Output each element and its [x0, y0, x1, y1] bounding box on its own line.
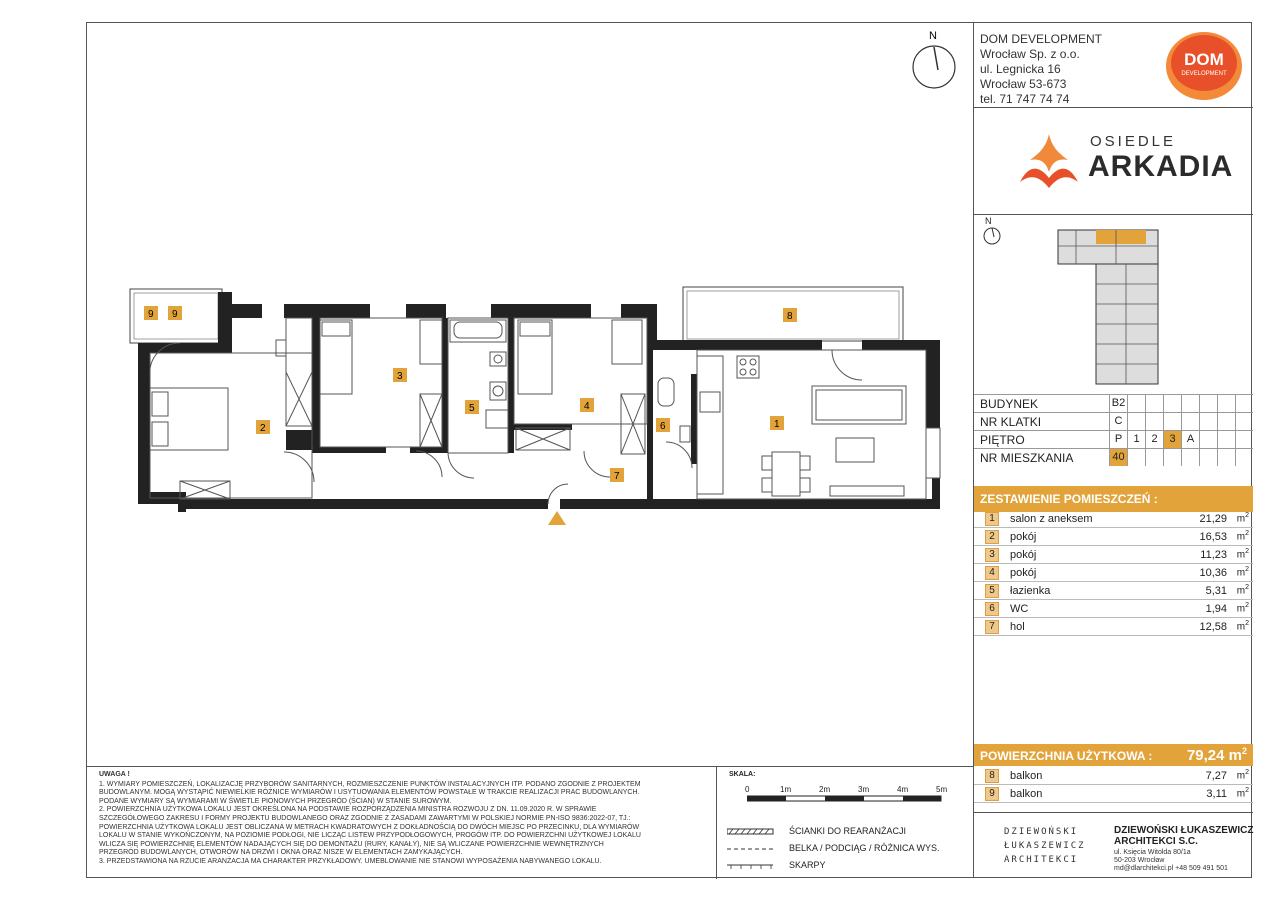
- pietro-option: 1: [1127, 431, 1145, 448]
- room-num: 4: [985, 566, 999, 580]
- legend-item: BELKA / PODCIĄG / RÓŻNICA WYS.: [789, 843, 940, 853]
- empty-cell: [1163, 413, 1181, 430]
- keyplan-compass-icon: [982, 226, 1002, 246]
- room-num: 3: [985, 548, 999, 562]
- info-row-mieszkanie: [974, 448, 1253, 466]
- balcony-unit: [1237, 787, 1249, 799]
- plan-label-9a: 9: [148, 309, 154, 320]
- floor-plan-drawing: [86, 22, 973, 766]
- budynek-value: B2: [1109, 395, 1127, 412]
- room-row: [974, 546, 1253, 564]
- unit-sup: 2: [1245, 566, 1249, 573]
- empty-cell: [1181, 449, 1199, 466]
- balcony-num: 8: [985, 769, 999, 783]
- room-row: [974, 582, 1253, 600]
- empty-cell: [1145, 395, 1163, 412]
- pietro-option: P: [1109, 431, 1127, 448]
- developer-line: Wrocław Sp. z o.o.: [980, 47, 1080, 61]
- balcony-unit: [1237, 769, 1249, 781]
- rooms-title: ZESTAWIENIE POMIESZCZEŃ :: [974, 486, 1253, 512]
- empty-cell: [1127, 449, 1145, 466]
- empty-cell: [1181, 413, 1199, 430]
- room-area: 21,29: [1199, 513, 1227, 525]
- room-name: hol: [1010, 621, 1025, 633]
- total-area: [974, 744, 1253, 766]
- architect-name-line: DZIEWOŃSKI ŁUKASZEWICZ: [1114, 825, 1254, 836]
- unit-text: m: [1236, 585, 1246, 597]
- developer-line: ul. Legnicka 16: [980, 62, 1061, 76]
- pietro-option: 2: [1145, 431, 1163, 448]
- balcony-area: 7,27: [1205, 770, 1227, 782]
- developer-line: tel. 71 747 74 74: [980, 92, 1070, 106]
- room-unit: [1237, 566, 1249, 578]
- room-unit: [1237, 530, 1249, 542]
- empty-cell: [1145, 413, 1163, 430]
- unit-sup: 2: [1245, 512, 1249, 519]
- room-unit: [1237, 584, 1249, 596]
- dom-logo-text: DOM: [1184, 50, 1224, 69]
- unit-sup: 2: [1245, 548, 1249, 555]
- architect-address: [1114, 849, 1228, 873]
- empty-cell: [1217, 395, 1235, 412]
- total-unit-sup: 2: [1241, 746, 1247, 756]
- unit-sup: 2: [1245, 584, 1249, 591]
- klatka-label: NR KLATKI: [980, 415, 1042, 429]
- unit-sup: 2: [1245, 602, 1249, 609]
- empty-cell: [1235, 413, 1253, 430]
- plan-label-2: 2: [260, 423, 266, 434]
- empty-cell: [1199, 395, 1217, 412]
- total-value: 79,24 m: [1186, 747, 1242, 764]
- balcony-name: balkon: [1010, 770, 1043, 782]
- empty-cell: [1199, 413, 1217, 430]
- scale-tick: 2m: [819, 785, 831, 794]
- compass-letter: N: [929, 30, 937, 42]
- scale-tick: 3m: [858, 785, 870, 794]
- room-unit: [1237, 512, 1249, 524]
- architect-block: [974, 812, 1253, 878]
- unit-sup: 2: [1245, 769, 1249, 776]
- estate-mark-icon: [1014, 132, 1084, 190]
- balcony-row: [974, 767, 1253, 785]
- empty-cell: [1145, 449, 1163, 466]
- architect-logo-line: DZIEWOŃSKI: [1004, 827, 1079, 837]
- scale-bar: [747, 795, 947, 803]
- note-line: BUDOWLANYM. MOGĄ WYSTĄPIĆ NIEWIELKIE RÓŻNICE WYMIARÓW I USYTUOWANIA ELEMENTÓW POWSTAŁE W TRAKCIE REALIZACJI PRAC BUDOWLANYCH.: [99, 789, 640, 797]
- unit-text: m: [1236, 788, 1246, 800]
- empty-cell: [1235, 431, 1253, 448]
- unit-text: m: [1236, 567, 1246, 579]
- room-num: 5: [985, 584, 999, 598]
- scale-tick: 5m: [936, 785, 948, 794]
- unit-text: m: [1236, 603, 1246, 615]
- plan-label-5: 5: [469, 403, 475, 414]
- pietro-option-selected: 3: [1163, 431, 1181, 448]
- plan-label-6: 6: [660, 421, 666, 432]
- total-value-wrap: [1187, 746, 1247, 764]
- unit-text: m: [1236, 531, 1246, 543]
- empty-cell: [1235, 395, 1253, 412]
- architect-logo: [1004, 825, 1086, 867]
- dom-logo-subtext: DEVELOPMENT: [1181, 71, 1227, 77]
- room-labels: [144, 306, 797, 482]
- empty-cell: [1163, 449, 1181, 466]
- budynek-label: BUDYNEK: [980, 397, 1039, 411]
- pietro-option: A: [1181, 431, 1199, 448]
- estate-big-text: ARKADIA: [1088, 150, 1234, 183]
- plan-label-7: 7: [614, 471, 620, 482]
- plan-label-1: 1: [774, 419, 780, 430]
- north-compass-icon: [913, 30, 955, 88]
- unit-text: m: [1236, 621, 1246, 633]
- total-label: POWIERZCHNIA UŻYTKOWA :: [980, 749, 1153, 763]
- key-plan: [974, 216, 1253, 392]
- room-row: [974, 510, 1253, 528]
- room-name: pokój: [1010, 549, 1037, 561]
- scale-tick: 0: [745, 785, 750, 794]
- developer-line: DOM DEVELOPMENT: [980, 32, 1103, 46]
- legend-item: ŚCIANKI DO REARANŻACJI: [789, 826, 907, 836]
- unit-sup: 2: [1245, 620, 1249, 627]
- room-num: 1: [985, 512, 999, 526]
- unit-text: m: [1236, 770, 1246, 782]
- note-line: 1. WYMIARY POMIESZCZEŃ, LOKALIZACJĘ PRZYBORÓW SANITARNYCH, ROZMIESZCZENIE PUNKTÓW INSTALACYJNYCH ITP. PODANO ZGODNIE Z PROJEKTEM: [99, 780, 641, 788]
- note-line: 2. POWIERZCHNIA UŻYTKOWA LOKALU JEST OKREŚLONA NA PODSTAWIE ROZPORZĄDZENIA MINISTRA ROZWOJU Z DN. 11.09.2020 R. W SPRAWIE: [99, 806, 597, 814]
- info-row-pietro: [974, 430, 1253, 448]
- plan-label-4: 4: [584, 401, 590, 412]
- room-unit: [1237, 620, 1249, 632]
- room-num: 7: [985, 620, 999, 634]
- balcony-num: 9: [985, 787, 999, 801]
- floor-plan: [86, 22, 973, 766]
- estate-small-text: OSIEDLE: [1090, 133, 1177, 150]
- plan-label-3: 3: [397, 371, 403, 382]
- room-area: 12,58: [1199, 621, 1227, 633]
- room-name: salon z aneksem: [1010, 513, 1093, 525]
- scale-tick: 1m: [780, 785, 792, 794]
- balcony-area: 3,11: [1206, 788, 1227, 800]
- developer-info: [980, 32, 1102, 107]
- note-line: 3. PRZEDSTAWIONA NA RZUCIE ARANŻACJA MA CHARAKTER PRZYKŁADOWY. UMEBLOWANIE NIE STANOWI WYPOSAŻENIA NABYWANEGO LOKALU.: [99, 857, 602, 865]
- mieszkanie-label: NR MIESZKANIA: [980, 451, 1074, 465]
- room-unit: [1237, 602, 1249, 614]
- note-line: WLICZA SIĘ POWIERZCHNIĘ ELEMENTÓW NADAJĄCYCH SIĘ DO DEMONTAŻU (RURY, KANAŁY), NIE SĄ WLICZANE POWIERZCHNIE WEWNĘTRZNYCH: [99, 840, 604, 848]
- room-area: 10,36: [1199, 567, 1227, 579]
- unit-text: m: [1236, 513, 1246, 525]
- entrance-marker: [548, 511, 566, 525]
- empty-cell: [1199, 449, 1217, 466]
- estate-logo: [1014, 130, 1234, 190]
- room-name: pokój: [1010, 531, 1037, 543]
- scale-title: SKALA:: [729, 771, 756, 778]
- notes-area: [86, 766, 973, 878]
- developer-line: Wrocław 53-673: [980, 77, 1067, 91]
- room-area: 1,94: [1205, 603, 1227, 615]
- note-line: PODANE WYMIARY SĄ WYMIARAMI W ŚWIETLE PIONOWYCH PRZEGRÓD (ŚCIAN) W STANIE SUROWYM.: [99, 797, 452, 805]
- keyplan-north-letter: N: [985, 216, 992, 226]
- divider: [974, 107, 1253, 108]
- pietro-label: PIĘTRO: [980, 433, 1025, 447]
- balcony-row: [974, 785, 1253, 803]
- note-line: LOKALU W STANIE WYKOŃCZONYM, NA POZIOMIE PODŁOGI, NIE LICZĄC LISTEW PRZYPODŁOGOWYCH, PROGÓW ITP. DO POWIERZCHNI UŻYTKOWEJ LOKALU: [99, 832, 641, 840]
- unit-sup: 2: [1245, 530, 1249, 537]
- legend-item: SKARPY: [789, 860, 826, 870]
- info-row-klatka: [974, 412, 1253, 430]
- room-name: łazienka: [1010, 585, 1051, 597]
- architect-name: [1114, 825, 1253, 847]
- empty-cell: [1217, 413, 1235, 430]
- empty-cell: [1163, 395, 1181, 412]
- klatka-value: C: [1109, 413, 1127, 430]
- scale-legend-block: [716, 767, 973, 879]
- empty-cell: [1235, 449, 1253, 466]
- room-row: [974, 618, 1253, 636]
- notes: [99, 771, 699, 867]
- info-row-budynek: [974, 394, 1253, 412]
- architect-addr-line: 50-203 Wrocław: [1114, 857, 1165, 864]
- empty-cell: [1127, 395, 1145, 412]
- dom-development-logo: [1162, 28, 1248, 102]
- balcony-name: balkon: [1010, 788, 1043, 800]
- room-num: 6: [985, 602, 999, 616]
- room-area: 5,31: [1205, 585, 1227, 597]
- architect-logo-line: ARCHITEKCI: [1004, 855, 1079, 865]
- empty-cell: [1127, 413, 1145, 430]
- note-line: POWIERZCHNIA UŻYTKOWA LOKALU JEST OBLICZANA W METRACH KWADRATOWYCH Z DOKŁADNOŚCIĄ DO DWÓCH MIEJSC PO PRZECINKU, DLA WYMIARÓW: [99, 823, 640, 831]
- room-row: [974, 528, 1253, 546]
- architect-addr-line: md@dlarchitekci.pl +48 509 491 501: [1114, 865, 1228, 872]
- empty-cell: [1199, 431, 1217, 448]
- plan-label-8: 8: [787, 311, 793, 322]
- note-line: PRZEGRÓD BUDOWLANYCH, OTWORÓW NA DRZWI I OKNA ORAZ NISZE W ELEMENTACH ZAMYKAJĄCYCH.: [99, 849, 463, 857]
- notes-title: UWAGA !: [99, 771, 130, 778]
- unit-text: m: [1236, 549, 1246, 561]
- plan-label-9b: 9: [172, 309, 178, 320]
- unit-sup: 2: [1245, 787, 1249, 794]
- room-num: 2: [985, 530, 999, 544]
- info-panel: [973, 22, 1252, 878]
- architect-name-line: ARCHITEKCI S.C.: [1114, 836, 1198, 847]
- room-row: [974, 600, 1253, 618]
- room-area: 11,23: [1200, 549, 1227, 561]
- room-area: 16,53: [1199, 531, 1227, 543]
- building-keyplan-icon: [1056, 228, 1166, 388]
- divider: [974, 214, 1253, 215]
- room-name: pokój: [1010, 567, 1037, 579]
- walls: [138, 292, 940, 512]
- note-line: SZCZEGÓŁOWEGO ZAKRESU I FORMY PROJEKTU BUDOWLANEGO ORAZ ZGODNIE Z ZASADAMI ZAWARTYMI W POLSKIEJ NORMIE PN-ISO 9836:2022-07, TJ.:: [99, 814, 631, 822]
- empty-cell: [1217, 431, 1235, 448]
- room-row: [974, 564, 1253, 582]
- architect-logo-line: ŁUKASZEWICZ: [1004, 841, 1086, 851]
- scale-tick: 4m: [897, 785, 909, 794]
- empty-cell: [1217, 449, 1235, 466]
- room-unit: [1237, 548, 1249, 560]
- empty-cell: [1181, 395, 1199, 412]
- architect-addr-line: ul. Księcia Witolda 80/1a: [1114, 849, 1191, 856]
- legend-symbols: [727, 827, 777, 875]
- mieszkanie-value: 40: [1109, 449, 1127, 466]
- room-name: WC: [1010, 603, 1029, 615]
